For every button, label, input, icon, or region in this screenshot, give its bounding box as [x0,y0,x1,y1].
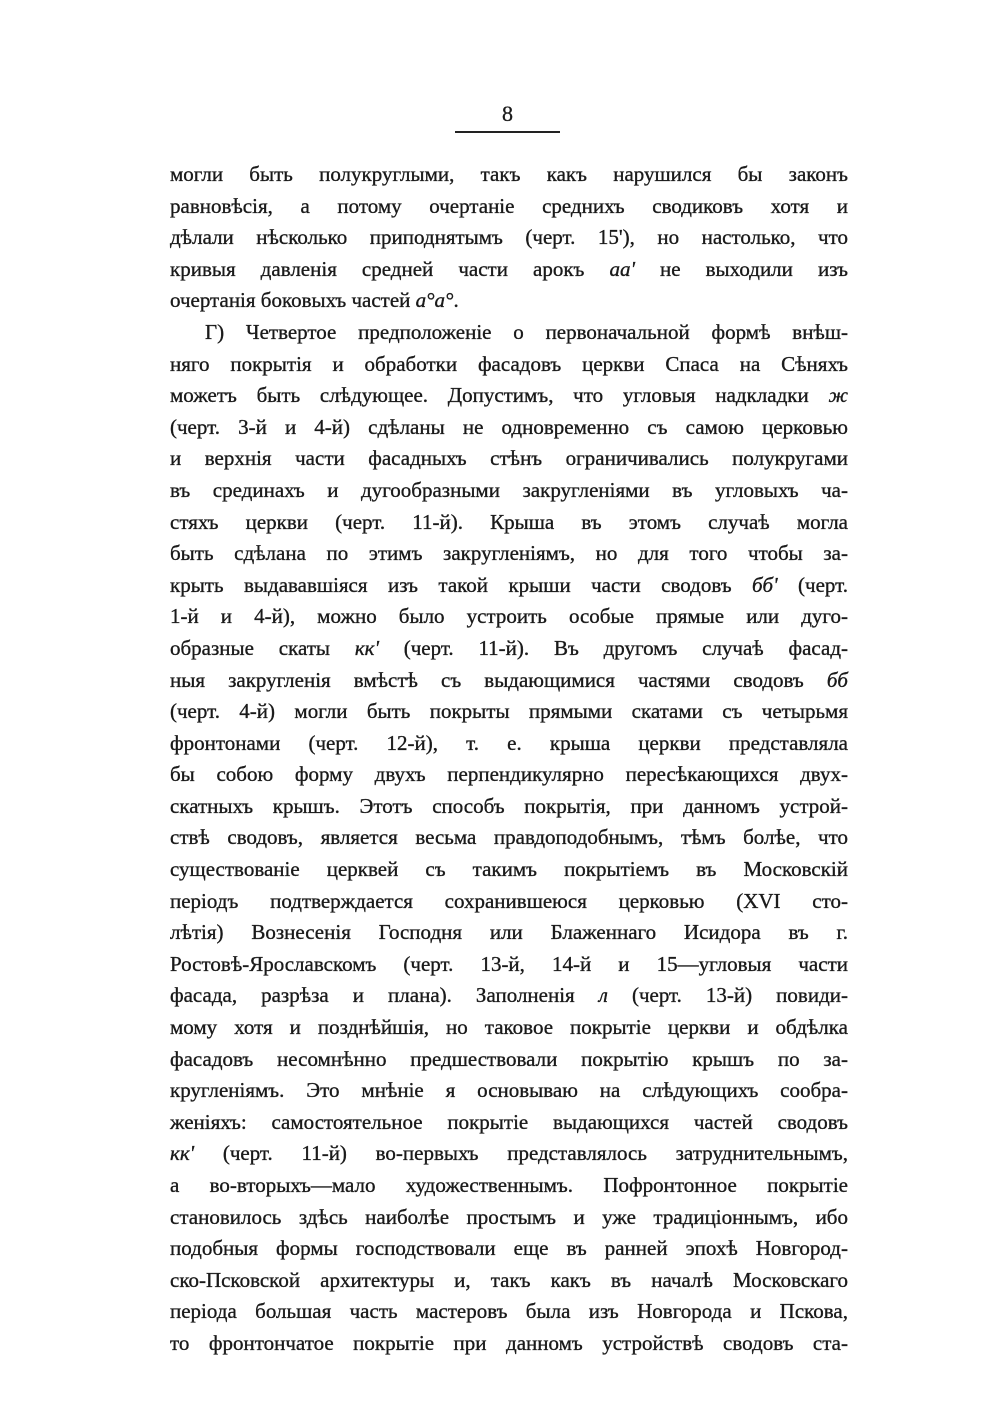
page-number: 8 [502,101,513,126]
paragraph-continued [170,159,848,317]
text-line [170,665,848,697]
text-line [170,475,848,507]
text-line [170,507,848,539]
text-segment: образные скаты [170,635,355,660]
text-segment: періода большая часть мастеровъ была изъ Новгорода и Пскова, [170,1299,848,1324]
drawing-reference: ж [828,383,848,408]
text-segment: ско-Псковской архитектуры и, такъ какъ въ началѣ Московскаго [170,1267,848,1292]
text-segment: мому хотя и позднѣйшія, но таковое покрытіе церкви и обдѣлка [170,1015,848,1040]
text-line [170,1202,848,1234]
text-line [170,917,848,949]
text-line [170,949,848,981]
drawing-reference: бб' [752,572,778,597]
text-line [170,1296,848,1328]
text-segment: Ростовѣ-Ярославскомъ (черт. 13-й, 14-й и 15—угловыя части [170,951,848,976]
text-segment: быть сдѣлана по этимъ закругленіямъ, но для того чтобы за- [170,541,848,566]
text-line [170,633,848,665]
text-line [170,191,848,223]
text-segment: (черт. 11-й). Въ другомъ случаѣ фасад- [378,635,848,660]
text-segment: Г) Четвертое предположеніе о первоначальной формѣ внѣш- [205,319,848,344]
paragraph-g [170,317,848,1360]
header-rule [455,131,560,133]
text-segment: (черт. 11-й) во-первыхъ представлялось затруднительнымъ, [194,1141,848,1166]
drawing-reference: кк' [354,635,379,660]
text-line [170,886,848,918]
text-line [170,696,848,728]
text-segment: 1-й и 4-й), можно было устроить особые прямые или дуго- [170,604,848,629]
text-line [170,159,848,191]
text-line [170,1265,848,1297]
text-segment: а во-вторыхъ—мало художественнымъ. Пофронтонное покрытіе [170,1173,848,1197]
text-segment: можетъ быть слѣдующее. Допустимъ, что угловыя надкладки [170,383,829,408]
text-segment: подобныя формы господствовали еще въ ранней эпохѣ Новгород- [170,1236,848,1261]
drawing-reference: аа' [609,256,635,281]
drawing-reference: л [598,983,608,1008]
text-segment: ствѣ сводовъ, является весьма правдоподобнымъ, тѣмъ болѣе, что [170,825,848,850]
text-segment: стяхъ церкви (черт. 11-й). Крыша въ этомъ случаѣ могла [170,509,848,534]
text-line [170,349,848,381]
text-line [170,1044,848,1076]
text-line [170,317,848,349]
text-line [170,854,848,886]
text-segment: кривыя давленія средней части арокъ [170,256,610,281]
text-segment: (черт. 4-й) могли быть покрыты прямыми скатами съ четырьмя [170,699,848,724]
text-segment: дѣлали нѣсколько приподнятымъ (черт. 15'), но настолько, что [170,225,848,250]
text-line [170,728,848,760]
text-segment: (черт. 13-й) повиди- [607,983,848,1008]
text-line [170,1328,848,1360]
text-line [170,980,848,1012]
text-segment: кругленіямъ. Это мнѣніе я основываю на слѣдующихъ сообра- [170,1078,848,1103]
text-line [170,380,848,412]
text-line [170,1107,848,1139]
text-segment: фасадовъ несомнѣнно предшествовали покрытію крышъ по за- [170,1046,848,1071]
text-segment: очертанія боковыхъ частей [170,288,416,313]
text-segment: няго покрытія и обработки фасадовъ церкви Спаса на Сѣняхъ [170,351,848,376]
text-line [170,822,848,854]
text-segment: не выходили изъ [634,256,848,281]
text-segment: лѣтія) Вознесенія Господня или Блаженнаго Исидора въ г. [170,920,848,945]
text-segment: могли быть полукруглыми, такъ какъ нарушился бы законъ [170,162,848,186]
text-line [170,1075,848,1107]
text-segment: и верхнія части фасадныхъ стѣнъ ограничивались полукругами [170,446,848,471]
text-segment: въ срединахъ и дугообразными закругленіями въ угловыхъ ча- [170,477,848,502]
text-line [170,570,848,602]
text-segment: то фронтончатое покрытіе при данномъ устройствѣ сводовъ ста- [170,1330,848,1355]
drawing-reference: кк' [170,1141,195,1166]
text-line [170,254,848,286]
text-line [170,538,848,570]
text-segment: равновѣсія, а потому очертаніе среднихъ сводиковъ хотя и [170,193,848,218]
text-segment: фронтонами (черт. 12-й), т. е. крыша церкви представляла [170,730,848,755]
text-body [170,159,848,1360]
text-line [170,601,848,633]
drawing-reference: а°а° [415,288,454,313]
text-line [170,1170,848,1202]
text-segment: женіяхъ: самостоятельное покрытіе выдающихся частей сводовъ [170,1109,848,1134]
text-segment: (черт. [777,572,848,597]
text-segment: фасада, разрѣза и плана). Заполненія [170,983,599,1008]
text-line [170,759,848,791]
text-segment: періодъ подтверждается сохранившеюся церковью (XVI сто- [170,888,848,913]
text-line [170,1012,848,1044]
text-segment: скатныхъ крышъ. Этотъ способъ покрытія, при данномъ устрой- [170,793,848,818]
text-line [170,791,848,823]
text-segment: бы собою форму двухъ перпендикулярно пересѣкающихся двух- [170,762,848,787]
text-line [170,1233,848,1265]
text-line [170,285,848,317]
text-line [170,412,848,444]
text-segment: ныя закругленія вмѣстѣ съ выдающимися частями сводовъ [170,667,827,692]
text-line [170,1138,848,1170]
text-segment: . [453,288,459,313]
text-line [170,222,848,254]
text-segment: (черт. 3-й и 4-й) сдѣланы не одновременно съ самою церковью [170,414,848,439]
text-segment: становилось здѣсь наиболѣе простымъ и уже традиціоннымъ, ибо [170,1204,848,1229]
text-segment: крыть выдававшіяся изъ такой крыши части сводовъ [170,572,752,597]
text-line [170,443,848,475]
text-segment: существованіе церквей съ такимъ покрытіемъ въ Московскій [170,857,848,882]
drawing-reference: бб [826,667,848,692]
